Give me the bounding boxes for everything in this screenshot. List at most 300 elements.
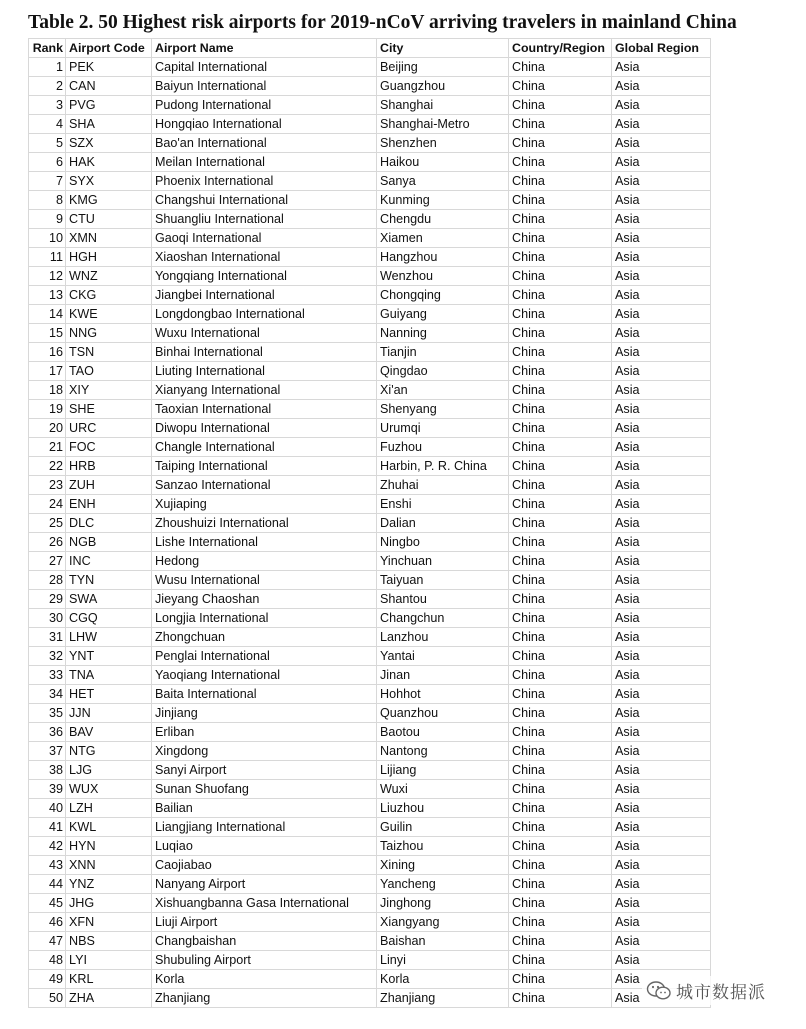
cell-country-region: China	[509, 210, 612, 229]
cell-country-region: China	[509, 362, 612, 381]
cell-city: Nanning	[377, 324, 509, 343]
cell-country-region: China	[509, 837, 612, 856]
cell-global-region: Asia	[612, 172, 711, 191]
cell-airport-code: TNA	[66, 666, 152, 685]
cell-airport-name: Caojiabao	[152, 856, 377, 875]
cell-airport-name: Capital International	[152, 58, 377, 77]
cell-airport-code: WUX	[66, 780, 152, 799]
cell-rank: 29	[29, 590, 66, 609]
cell-airport-name: Hedong	[152, 552, 377, 571]
cell-country-region: China	[509, 894, 612, 913]
airports-table	[28, 38, 711, 1008]
table-row	[29, 153, 711, 172]
header-rank: Rank	[29, 39, 66, 58]
cell-country-region: China	[509, 343, 612, 362]
cell-rank: 37	[29, 742, 66, 761]
cell-global-region: Asia	[612, 77, 711, 96]
cell-airport-name: Yaoqiang International	[152, 666, 377, 685]
cell-rank: 31	[29, 628, 66, 647]
table-row	[29, 58, 711, 77]
cell-city: Nantong	[377, 742, 509, 761]
cell-city: Yinchuan	[377, 552, 509, 571]
cell-country-region: China	[509, 913, 612, 932]
cell-rank: 22	[29, 457, 66, 476]
cell-rank: 13	[29, 286, 66, 305]
cell-country-region: China	[509, 989, 612, 1008]
table-row	[29, 970, 711, 989]
table-row	[29, 932, 711, 951]
cell-global-region: Asia	[612, 647, 711, 666]
table-row	[29, 799, 711, 818]
watermark	[642, 976, 770, 1005]
cell-city: Qingdao	[377, 362, 509, 381]
cell-airport-name: Nanyang Airport	[152, 875, 377, 894]
cell-city: Xining	[377, 856, 509, 875]
cell-country-region: China	[509, 647, 612, 666]
cell-city: Taiyuan	[377, 571, 509, 590]
cell-rank: 33	[29, 666, 66, 685]
cell-rank: 3	[29, 96, 66, 115]
cell-airport-name: Sunan Shuofang	[152, 780, 377, 799]
cell-airport-name: Yongqiang International	[152, 267, 377, 286]
cell-global-region: Asia	[612, 761, 711, 780]
cell-rank: 30	[29, 609, 66, 628]
table-row	[29, 457, 711, 476]
cell-global-region: Asia	[612, 837, 711, 856]
table-row	[29, 856, 711, 875]
cell-country-region: China	[509, 932, 612, 951]
cell-rank: 2	[29, 77, 66, 96]
cell-country-region: China	[509, 115, 612, 134]
cell-city: Urumqi	[377, 419, 509, 438]
cell-airport-code: INC	[66, 552, 152, 571]
cell-city: Shanghai	[377, 96, 509, 115]
cell-airport-code: JJN	[66, 704, 152, 723]
cell-city: Jinghong	[377, 894, 509, 913]
cell-airport-code: LJG	[66, 761, 152, 780]
cell-airport-code: CKG	[66, 286, 152, 305]
cell-global-region: Asia	[612, 248, 711, 267]
cell-country-region: China	[509, 666, 612, 685]
table-body	[29, 58, 711, 1008]
cell-country-region: China	[509, 742, 612, 761]
cell-airport-name: Xujiaping	[152, 495, 377, 514]
cell-airport-code: NTG	[66, 742, 152, 761]
cell-airport-name: Wuxu International	[152, 324, 377, 343]
table-row	[29, 305, 711, 324]
cell-airport-name: Jinjiang	[152, 704, 377, 723]
cell-rank: 40	[29, 799, 66, 818]
cell-airport-code: DLC	[66, 514, 152, 533]
cell-airport-name: Taiping International	[152, 457, 377, 476]
cell-rank: 23	[29, 476, 66, 495]
table-row	[29, 267, 711, 286]
cell-airport-code: URC	[66, 419, 152, 438]
cell-airport-name: Zhoushuizi International	[152, 514, 377, 533]
cell-global-region: Asia	[612, 381, 711, 400]
cell-rank: 20	[29, 419, 66, 438]
cell-rank: 45	[29, 894, 66, 913]
cell-airport-code: KWE	[66, 305, 152, 324]
cell-city: Wenzhou	[377, 267, 509, 286]
cell-rank: 12	[29, 267, 66, 286]
cell-rank: 42	[29, 837, 66, 856]
cell-airport-name: Hongqiao International	[152, 115, 377, 134]
cell-airport-code: KMG	[66, 191, 152, 210]
cell-global-region: Asia	[612, 419, 711, 438]
cell-airport-code: SYX	[66, 172, 152, 191]
cell-global-region: Asia	[612, 704, 711, 723]
cell-airport-name: Bailian	[152, 799, 377, 818]
cell-city: Hangzhou	[377, 248, 509, 267]
table-row	[29, 191, 711, 210]
cell-global-region: Asia	[612, 666, 711, 685]
cell-rank: 6	[29, 153, 66, 172]
cell-airport-code: NGB	[66, 533, 152, 552]
cell-country-region: China	[509, 552, 612, 571]
cell-airport-code: YNT	[66, 647, 152, 666]
table-row	[29, 818, 711, 837]
cell-city: Chengdu	[377, 210, 509, 229]
cell-airport-name: Phoenix International	[152, 172, 377, 191]
cell-rank: 50	[29, 989, 66, 1008]
cell-country-region: China	[509, 400, 612, 419]
cell-city: Taizhou	[377, 837, 509, 856]
cell-country-region: China	[509, 875, 612, 894]
cell-airport-name: Meilan International	[152, 153, 377, 172]
table-row	[29, 913, 711, 932]
cell-global-region: Asia	[612, 96, 711, 115]
table-row	[29, 324, 711, 343]
cell-city: Beijing	[377, 58, 509, 77]
cell-city: Wuxi	[377, 780, 509, 799]
cell-rank: 19	[29, 400, 66, 419]
cell-airport-name: Erliban	[152, 723, 377, 742]
cell-airport-code: YNZ	[66, 875, 152, 894]
cell-rank: 26	[29, 533, 66, 552]
cell-global-region: Asia	[612, 856, 711, 875]
cell-city: Korla	[377, 970, 509, 989]
cell-global-region: Asia	[612, 552, 711, 571]
table-row	[29, 704, 711, 723]
table-row	[29, 229, 711, 248]
cell-city: Kunming	[377, 191, 509, 210]
cell-global-region: Asia	[612, 58, 711, 77]
cell-country-region: China	[509, 248, 612, 267]
cell-city: Enshi	[377, 495, 509, 514]
table-row	[29, 362, 711, 381]
table-row	[29, 476, 711, 495]
cell-airport-code: LZH	[66, 799, 152, 818]
cell-country-region: China	[509, 172, 612, 191]
cell-rank: 35	[29, 704, 66, 723]
cell-country-region: China	[509, 419, 612, 438]
header-global-region: Global Region	[612, 39, 711, 58]
cell-city: Quanzhou	[377, 704, 509, 723]
cell-city: Changchun	[377, 609, 509, 628]
cell-global-region: Asia	[612, 400, 711, 419]
cell-airport-code: XMN	[66, 229, 152, 248]
cell-country-region: China	[509, 153, 612, 172]
cell-city: Shantou	[377, 590, 509, 609]
cell-city: Haikou	[377, 153, 509, 172]
cell-country-region: China	[509, 951, 612, 970]
cell-global-region: Asia	[612, 362, 711, 381]
cell-rank: 34	[29, 685, 66, 704]
header-airport-name: Airport Name	[152, 39, 377, 58]
cell-airport-code: WNZ	[66, 267, 152, 286]
table-row	[29, 571, 711, 590]
cell-rank: 27	[29, 552, 66, 571]
cell-global-region: Asia	[612, 951, 711, 970]
cell-country-region: China	[509, 191, 612, 210]
cell-global-region: Asia	[612, 970, 711, 989]
table-row	[29, 628, 711, 647]
cell-airport-name: Gaoqi International	[152, 229, 377, 248]
cell-country-region: China	[509, 780, 612, 799]
cell-rank: 21	[29, 438, 66, 457]
cell-airport-code: HRB	[66, 457, 152, 476]
cell-global-region: Asia	[612, 514, 711, 533]
cell-airport-name: Changbaishan	[152, 932, 377, 951]
cell-airport-name: Wusu International	[152, 571, 377, 590]
cell-airport-code: HAK	[66, 153, 152, 172]
cell-city: Ningbo	[377, 533, 509, 552]
cell-rank: 11	[29, 248, 66, 267]
table-row	[29, 837, 711, 856]
cell-airport-code: KWL	[66, 818, 152, 837]
cell-airport-code: BAV	[66, 723, 152, 742]
cell-rank: 43	[29, 856, 66, 875]
table-row	[29, 210, 711, 229]
cell-global-region: Asia	[612, 799, 711, 818]
cell-airport-code: SHA	[66, 115, 152, 134]
table-row	[29, 400, 711, 419]
cell-global-region: Asia	[612, 229, 711, 248]
cell-global-region: Asia	[612, 115, 711, 134]
cell-airport-name: Lishe International	[152, 533, 377, 552]
cell-city: Jinan	[377, 666, 509, 685]
cell-city: Yancheng	[377, 875, 509, 894]
cell-rank: 28	[29, 571, 66, 590]
cell-global-region: Asia	[612, 780, 711, 799]
table-row	[29, 77, 711, 96]
cell-city: Dalian	[377, 514, 509, 533]
cell-airport-name: Xingdong	[152, 742, 377, 761]
watermark-text: 城市数据派	[676, 983, 766, 1003]
cell-city: Liuzhou	[377, 799, 509, 818]
cell-global-region: Asia	[612, 913, 711, 932]
cell-rank: 32	[29, 647, 66, 666]
table-row	[29, 134, 711, 153]
cell-airport-code: LYI	[66, 951, 152, 970]
cell-rank: 15	[29, 324, 66, 343]
cell-airport-name: Diwopu International	[152, 419, 377, 438]
cell-city: Zhanjiang	[377, 989, 509, 1008]
cell-global-region: Asia	[612, 457, 711, 476]
cell-airport-name: Penglai International	[152, 647, 377, 666]
cell-airport-name: Longjia International	[152, 609, 377, 628]
cell-airport-name: Luqiao	[152, 837, 377, 856]
cell-city: Chongqing	[377, 286, 509, 305]
cell-country-region: China	[509, 685, 612, 704]
table-row	[29, 951, 711, 970]
cell-airport-code: PVG	[66, 96, 152, 115]
cell-airport-name: Baiyun International	[152, 77, 377, 96]
table-header-row	[29, 39, 711, 58]
cell-airport-code: PEK	[66, 58, 152, 77]
cell-country-region: China	[509, 381, 612, 400]
cell-rank: 49	[29, 970, 66, 989]
cell-country-region: China	[509, 229, 612, 248]
cell-global-region: Asia	[612, 286, 711, 305]
cell-airport-code: TSN	[66, 343, 152, 362]
cell-country-region: China	[509, 476, 612, 495]
table-row	[29, 723, 711, 742]
cell-global-region: Asia	[612, 134, 711, 153]
cell-airport-name: Jieyang Chaoshan	[152, 590, 377, 609]
wechat-icon	[646, 980, 672, 1002]
cell-global-region: Asia	[612, 438, 711, 457]
cell-airport-code: CAN	[66, 77, 152, 96]
cell-city: Zhuhai	[377, 476, 509, 495]
table-row	[29, 514, 711, 533]
cell-global-region: Asia	[612, 609, 711, 628]
cell-country-region: China	[509, 457, 612, 476]
cell-airport-name: Sanzao International	[152, 476, 377, 495]
cell-airport-name: Zhongchuan	[152, 628, 377, 647]
cell-global-region: Asia	[612, 628, 711, 647]
cell-country-region: China	[509, 704, 612, 723]
cell-airport-code: ENH	[66, 495, 152, 514]
cell-airport-name: Changle International	[152, 438, 377, 457]
cell-airport-code: TYN	[66, 571, 152, 590]
cell-airport-code: CGQ	[66, 609, 152, 628]
cell-global-region: Asia	[612, 533, 711, 552]
cell-rank: 9	[29, 210, 66, 229]
cell-rank: 39	[29, 780, 66, 799]
cell-airport-code: SWA	[66, 590, 152, 609]
cell-airport-name: Jiangbei International	[152, 286, 377, 305]
table-row	[29, 172, 711, 191]
cell-global-region: Asia	[612, 742, 711, 761]
table-row	[29, 419, 711, 438]
cell-global-region: Asia	[612, 989, 711, 1008]
cell-airport-code: LHW	[66, 628, 152, 647]
table-row	[29, 533, 711, 552]
cell-airport-code: SZX	[66, 134, 152, 153]
cell-airport-code: FOC	[66, 438, 152, 457]
cell-global-region: Asia	[612, 210, 711, 229]
cell-city: Fuzhou	[377, 438, 509, 457]
cell-city: Xi'an	[377, 381, 509, 400]
cell-rank: 24	[29, 495, 66, 514]
cell-city: Shenyang	[377, 400, 509, 419]
cell-airport-name: Xishuangbanna Gasa International	[152, 894, 377, 913]
cell-global-region: Asia	[612, 153, 711, 172]
table-row	[29, 381, 711, 400]
table-row	[29, 248, 711, 267]
cell-city: Shenzhen	[377, 134, 509, 153]
cell-rank: 46	[29, 913, 66, 932]
table-row	[29, 685, 711, 704]
header-city: City	[377, 39, 509, 58]
cell-rank: 10	[29, 229, 66, 248]
cell-global-region: Asia	[612, 495, 711, 514]
cell-airport-name: Changshui International	[152, 191, 377, 210]
cell-city: Guangzhou	[377, 77, 509, 96]
table-row	[29, 590, 711, 609]
cell-rank: 48	[29, 951, 66, 970]
table-row	[29, 343, 711, 362]
cell-global-region: Asia	[612, 476, 711, 495]
cell-airport-name: Liuji Airport	[152, 913, 377, 932]
cell-city: Guilin	[377, 818, 509, 837]
table-row	[29, 609, 711, 628]
cell-country-region: China	[509, 495, 612, 514]
cell-country-region: China	[509, 305, 612, 324]
cell-global-region: Asia	[612, 343, 711, 362]
cell-airport-code: XNN	[66, 856, 152, 875]
cell-global-region: Asia	[612, 305, 711, 324]
cell-rank: 36	[29, 723, 66, 742]
cell-country-region: China	[509, 818, 612, 837]
cell-city: Lanzhou	[377, 628, 509, 647]
header-airport-code: Airport Code	[66, 39, 152, 58]
cell-airport-name: Xianyang International	[152, 381, 377, 400]
cell-country-region: China	[509, 286, 612, 305]
cell-country-region: China	[509, 723, 612, 742]
cell-airport-name: Korla	[152, 970, 377, 989]
cell-country-region: China	[509, 628, 612, 647]
cell-global-region: Asia	[612, 818, 711, 837]
cell-country-region: China	[509, 267, 612, 286]
cell-global-region: Asia	[612, 590, 711, 609]
cell-rank: 38	[29, 761, 66, 780]
cell-global-region: Asia	[612, 571, 711, 590]
cell-global-region: Asia	[612, 324, 711, 343]
cell-country-region: China	[509, 514, 612, 533]
cell-airport-name: Liuting International	[152, 362, 377, 381]
cell-airport-code: XIY	[66, 381, 152, 400]
cell-airport-name: Baita International	[152, 685, 377, 704]
cell-airport-code: XFN	[66, 913, 152, 932]
cell-rank: 41	[29, 818, 66, 837]
cell-city: Hohhot	[377, 685, 509, 704]
table-row	[29, 495, 711, 514]
cell-city: Xiangyang	[377, 913, 509, 932]
table-row	[29, 989, 711, 1008]
cell-rank: 8	[29, 191, 66, 210]
cell-city: Guiyang	[377, 305, 509, 324]
cell-country-region: China	[509, 438, 612, 457]
cell-global-region: Asia	[612, 894, 711, 913]
cell-airport-code: CTU	[66, 210, 152, 229]
cell-country-region: China	[509, 609, 612, 628]
table-row	[29, 875, 711, 894]
table-row	[29, 647, 711, 666]
cell-global-region: Asia	[612, 685, 711, 704]
cell-airport-name: Shuangliu International	[152, 210, 377, 229]
cell-city: Shanghai-Metro	[377, 115, 509, 134]
cell-airport-code: TAO	[66, 362, 152, 381]
cell-airport-code: NNG	[66, 324, 152, 343]
table-row	[29, 115, 711, 134]
table-row	[29, 894, 711, 913]
cell-country-region: China	[509, 571, 612, 590]
table-row	[29, 438, 711, 457]
cell-airport-name: Shubuling Airport	[152, 951, 377, 970]
